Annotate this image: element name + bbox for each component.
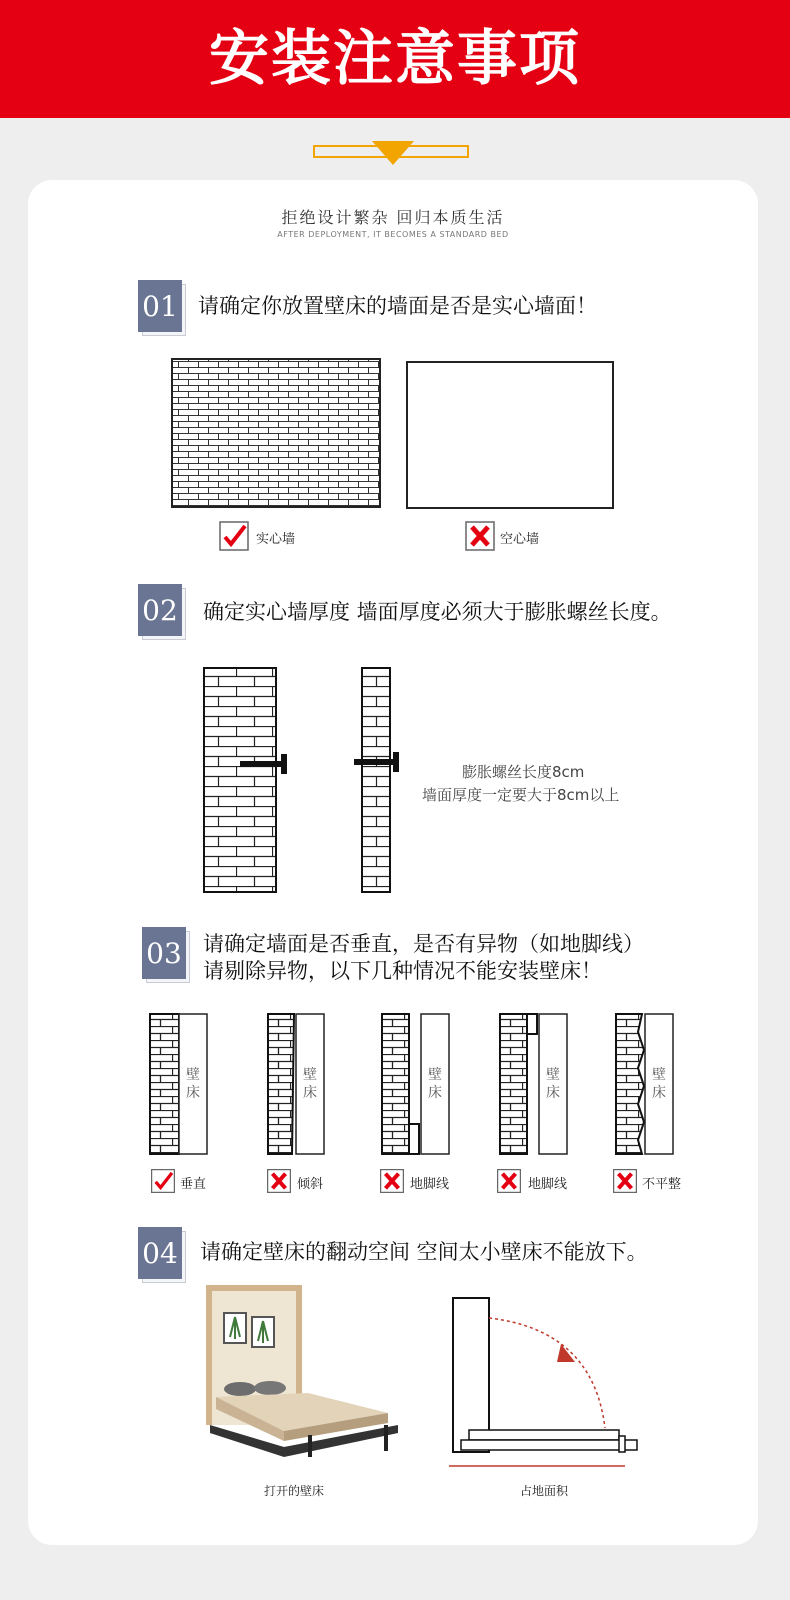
case-label: 地脚线 xyxy=(528,1177,568,1192)
section-03-line1: 请确定墙面是否垂直，是否有异物（如地脚线） xyxy=(203,932,644,956)
case-tilted-illustration xyxy=(266,1012,330,1156)
wall-type-label: 实心墙 xyxy=(256,532,296,547)
screw-icon xyxy=(240,754,290,774)
cross-icon xyxy=(496,1168,522,1194)
solid-wall-illustration xyxy=(168,355,388,515)
header-banner xyxy=(0,0,790,118)
screw-icon xyxy=(354,752,402,772)
case-label: 倾斜 xyxy=(297,1177,324,1192)
open-bed-illustration xyxy=(188,1285,418,1465)
content-card xyxy=(28,180,758,1545)
bed-label: 壁床 xyxy=(303,1067,317,1101)
bed-label: 壁床 xyxy=(546,1067,560,1101)
section-number-03: 03 xyxy=(142,927,186,979)
open-bed-caption: 打开的壁床 xyxy=(264,1484,325,1498)
section-04-text: 请确定壁床的翻动空间 空间太小壁床不能放下。 xyxy=(200,1240,648,1264)
chevron-down-icon xyxy=(372,141,414,165)
case-label: 地脚线 xyxy=(410,1177,450,1192)
section-number-01: 01 xyxy=(138,280,182,332)
case-label: 垂直 xyxy=(180,1177,207,1192)
wall-type-label: 空心墙 xyxy=(500,532,540,547)
cross-icon xyxy=(266,1168,292,1194)
check-icon xyxy=(218,520,250,552)
thin-wall-illustration xyxy=(358,666,394,896)
cross-icon xyxy=(379,1168,405,1194)
footprint-diagram xyxy=(443,1290,653,1472)
section-number-04: 04 xyxy=(138,1227,182,1279)
screw-note-line1: 膨胀螺丝长度8cm xyxy=(462,763,585,781)
bed-label: 壁床 xyxy=(428,1067,442,1101)
section-01-text: 请确定你放置壁床的墙面是否是实心墙面！ xyxy=(198,294,597,318)
thick-wall-illustration xyxy=(200,666,280,896)
screw-note-line2: 墙面厚度一定要大于8cm以上 xyxy=(422,786,620,804)
section-03-line2: 请剔除异物，以下几种情况不能安装壁床！ xyxy=(203,959,602,983)
slogan: 拒绝设计繁杂 回归本质生活 xyxy=(281,208,505,227)
slogan-en: AFTER DEPLOYMENT, IT BECOMES A STANDARD BED xyxy=(277,230,509,239)
case-label: 不平整 xyxy=(642,1177,682,1192)
section-02-text: 确定实心墙厚度 墙面厚度必须大于膨胀螺丝长度。 xyxy=(203,600,672,624)
check-icon xyxy=(150,1168,176,1194)
hollow-wall-illustration xyxy=(406,361,614,509)
page-title: 安装注意事项 xyxy=(209,24,581,94)
cross-icon xyxy=(612,1168,638,1194)
section-number-02: 02 xyxy=(138,584,182,636)
bed-label: 壁床 xyxy=(186,1067,200,1101)
cross-icon xyxy=(464,520,496,552)
footprint-caption: 占地面积 xyxy=(520,1484,569,1498)
bed-label: 壁床 xyxy=(652,1067,666,1101)
